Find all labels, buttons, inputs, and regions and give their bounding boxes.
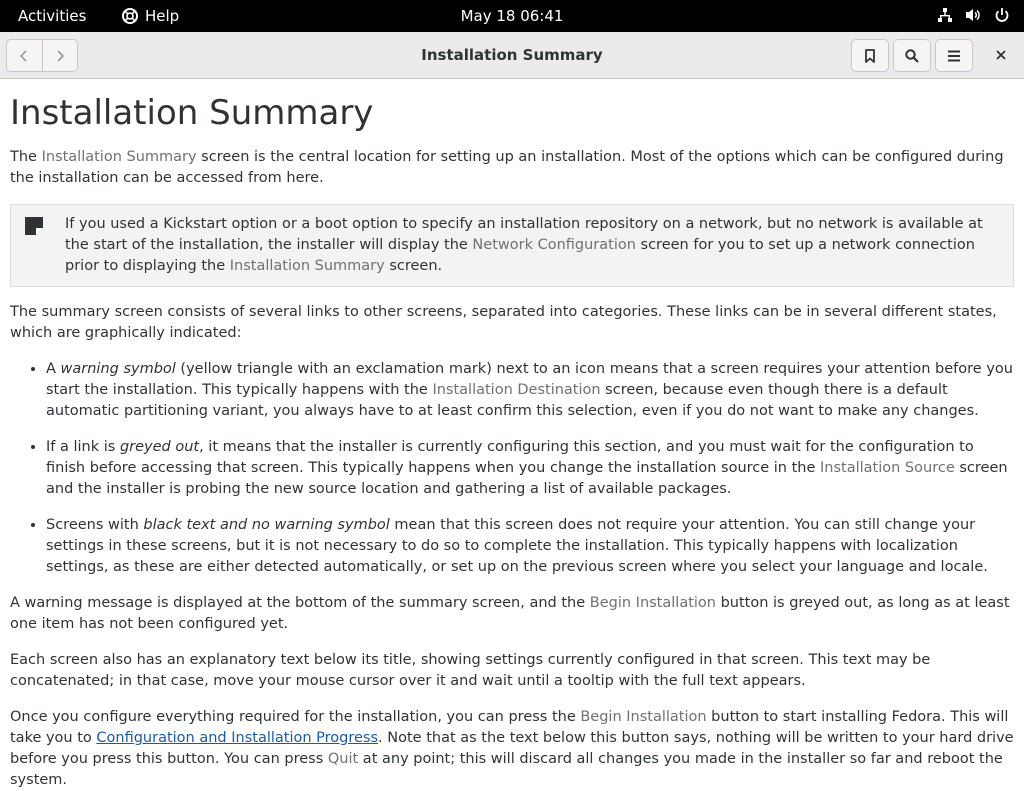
bookmark-button[interactable] [851,39,889,72]
note-box: If you used a Kickstart option or a boot option to specify an installation repository on a network, but no network is available at the start of the installation, the installer will display the Network Configuration screen for you to set up a network connection prior to displaying the Installation Summary screen. [10,204,1014,287]
states-paragraph: The summary screen consists of several links to other screens, separated into categories. These links can be in several different states, which are graphically indicated: [10,304,997,341]
gui-label: Begin Installation [580,709,707,725]
gui-label: Begin Installation [589,595,716,611]
states-list [10,359,1014,578]
begin-paragraph: Once you configure everything required for the installation, you can press the Begin Installation button to start installing Fedora. This will take you to Configuration and Installation Progress. Note that as the text below this button says, nothing will be written to your hard drive before you press this button. You can press Quit at any point; this will discard all changes you made in the installer so far and reboot the system. [10,709,1014,788]
forward-button[interactable] [42,40,78,71]
back-icon [19,50,29,62]
help-app-menu[interactable] [122,7,179,25]
gui-label: Installation Summary [229,258,385,274]
clock[interactable]: May 18 06:41 [460,7,564,25]
help-app-label: Help [145,7,180,25]
activities-button[interactable]: Activities [18,7,87,25]
volume-icon[interactable] [965,7,982,23]
forward-icon [55,50,65,62]
search-icon [905,49,919,63]
help-lifebuoy-icon [122,8,138,24]
close-icon [996,50,1006,60]
navigation-buttons [6,39,78,72]
list-item: • Screens with black text and no warning symbol mean that this screen does not require your attention. You can still change your settings in these screens, but it is not necessary to do so to complete the installation. This typically happens with localization settings, as these are either detected automatically, or set up on the previous screen where you select your language and locale. [46,515,1014,578]
list-item: • A warning symbol (yellow triangle with an exclamation mark) next to an icon means that a screen requires your attention before you start the installation. This typically happens with the Installation Destination screen, because even though there is a default automatic partitioning variant, you always have to at least confirm this selection, even if you do not want to make any changes. [46,359,1014,422]
bookmark-icon [864,49,876,63]
menu-icon [947,50,961,62]
header-bar [0,32,1024,79]
gui-label: Installation Summary [41,149,197,165]
progress-link[interactable]: Configuration and Installation Progress [96,730,379,746]
top-bar [0,0,1024,32]
page-title: Installation Summary [10,93,374,133]
intro-paragraph: The Installation Summary screen is the central location for setting up an installation. Most of the options which can be configured during the installation can be accessed from here. [10,149,1004,186]
gui-label: Installation Source [820,460,955,476]
system-tray[interactable] [937,7,1010,23]
main-menu-button[interactable] [935,39,973,72]
tooltip-paragraph: Each screen also has an explanatory text below its title, showing settings currently configured in that screen. This text may be concatenated; in that case, move your mouse cursor over it and wait until a tooltip with the full text appears. [10,652,931,689]
back-button[interactable] [7,40,42,71]
close-window-button[interactable] [984,39,1018,70]
search-button[interactable] [893,39,931,72]
gui-label: Network Configuration [472,237,636,253]
warning-paragraph: A warning message is displayed at the bottom of the summary screen, and the Begin Installation button is greyed out, as long as at least one item has not been configured yet. [10,595,1010,632]
power-icon[interactable] [994,7,1010,23]
gui-label: Installation Destination [432,382,601,398]
window-title: Installation Summary [421,46,603,64]
gui-label: Quit [327,751,359,767]
help-page-content[interactable] [0,79,1024,788]
list-item: • If a link is greyed out, it means that the installer is currently configuring this section, and you must wait for the configuration to finish before accessing that screen. This typically happens when you change the installation source in the Installation Source screen and the installer is probing the new source location and gathering a list of available packages. [46,437,1014,500]
note-icon [25,217,43,242]
network-icon[interactable] [937,7,953,23]
